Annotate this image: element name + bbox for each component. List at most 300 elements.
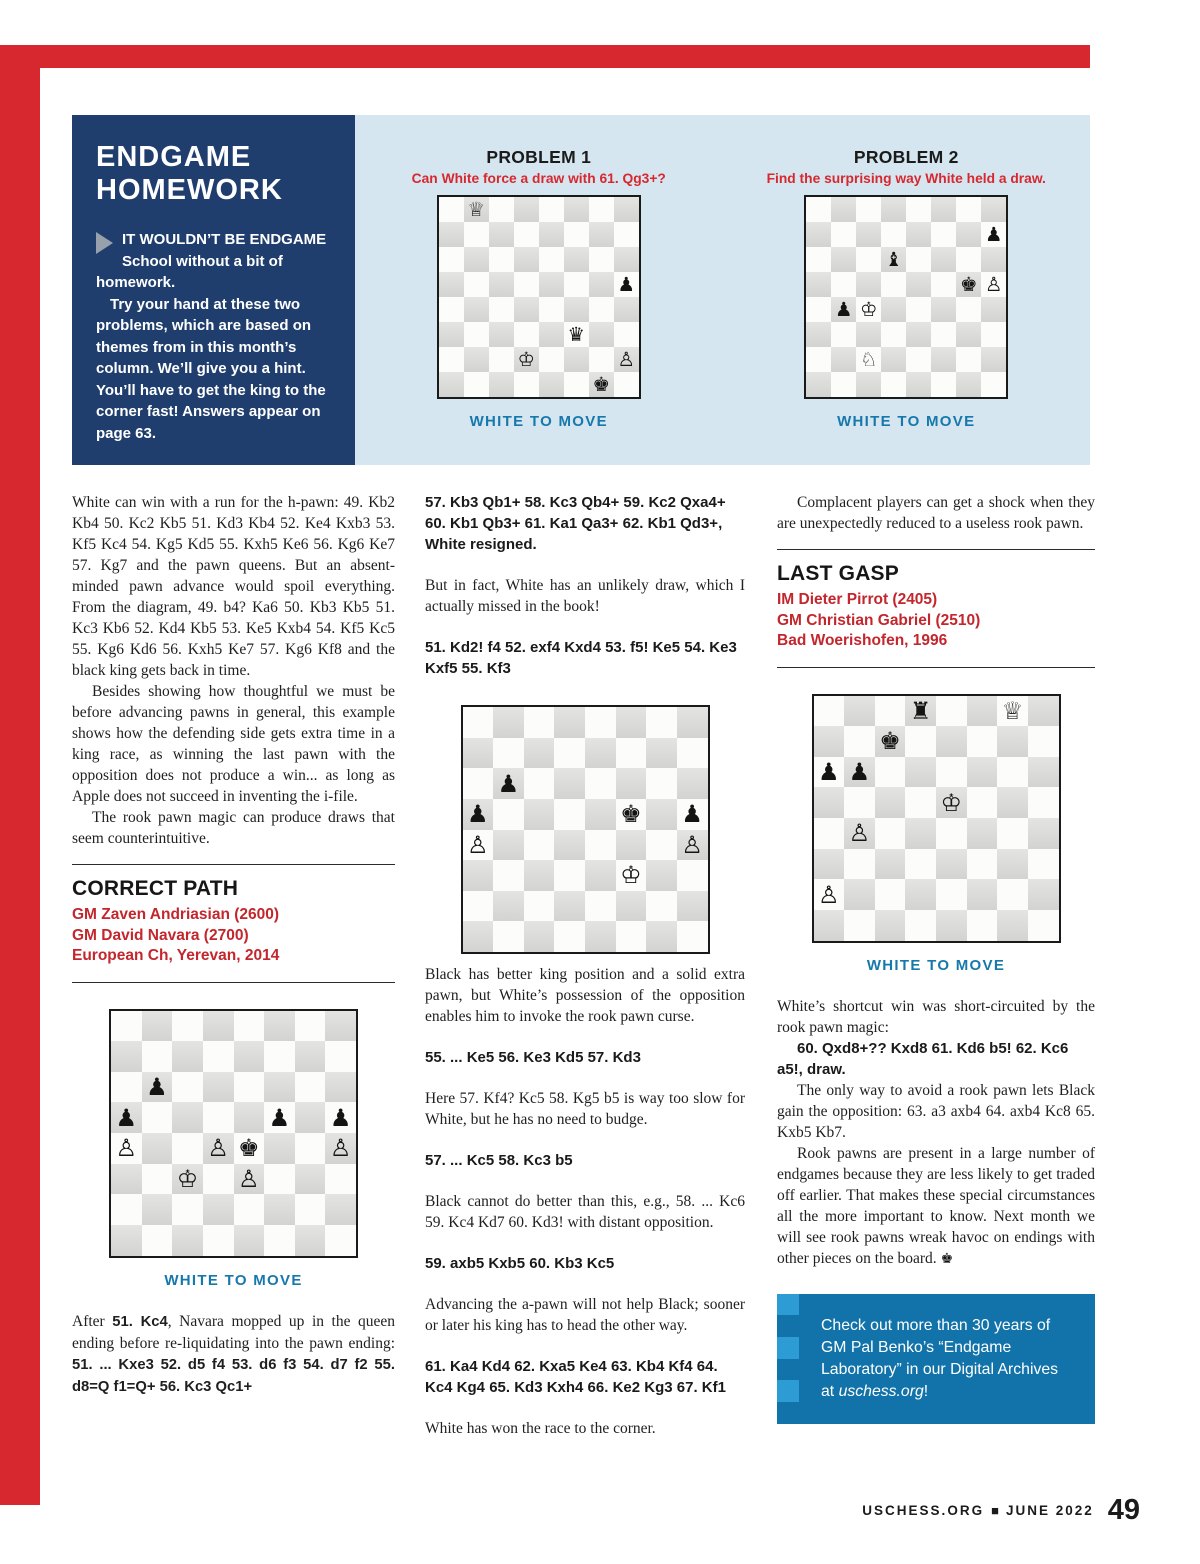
empty-square bbox=[463, 891, 494, 922]
white-queen-icon bbox=[464, 197, 489, 222]
black-pawn-icon bbox=[844, 757, 875, 788]
white-king-icon bbox=[936, 787, 967, 818]
white-pawn-icon: ♙︎ bbox=[818, 880, 840, 909]
empty-square bbox=[295, 1102, 326, 1133]
empty-square bbox=[856, 222, 881, 247]
empty-square bbox=[875, 879, 906, 910]
empty-square bbox=[325, 1194, 356, 1225]
empty-square bbox=[493, 830, 524, 861]
empty-square bbox=[539, 322, 564, 347]
empty-square bbox=[585, 768, 616, 799]
empty-square bbox=[806, 347, 831, 372]
empty-square bbox=[234, 1225, 265, 1256]
problem-2-white-to-move-caption: WHITE TO MOVE bbox=[837, 413, 976, 430]
empty-square bbox=[844, 910, 875, 941]
empty-square bbox=[677, 921, 708, 952]
empty-square bbox=[172, 1102, 203, 1133]
empty-square bbox=[981, 247, 1006, 272]
black-queen-icon bbox=[564, 322, 589, 347]
empty-square bbox=[464, 372, 489, 397]
empty-square bbox=[646, 891, 677, 922]
black-pawn-icon: ♟︎ bbox=[146, 1073, 168, 1102]
empty-square bbox=[997, 818, 1028, 849]
column-1-blocks bbox=[72, 492, 395, 1398]
body-paragraph: Black cannot do better than this, e.g., 58. ... Kc6 59. Kc4 Kd7 60. Kd3! with distant opposition. bbox=[425, 1193, 745, 1231]
empty-square bbox=[936, 726, 967, 757]
white-queen-icon: ♕︎ bbox=[1001, 696, 1024, 725]
empty-square bbox=[906, 347, 931, 372]
empty-square bbox=[514, 322, 539, 347]
body-paragraph: White can win with a run for the h-pawn: 49. Kb2 Kb4 50. Kc2 Kb5 51. Kd3 Kb4 52. Ke4 Kxb3 53. Kf5 Kc4 54. Kg5 Kd5 55. Kxh5 Ke6 56. Kg6 Ke7 57. Kg7 and the pawn queens. But an absent-minded pawn advance would spoil everything. From the diagram, 49. b4? Ka6 50. Kb3 Kb5 51. Kc3 Kb6 52. Kd4 Kb5 53. Ke5 Kxb4 54. Kf5 Kc5 55. Kg6 Kd6 56. Kxh5 Ke7 57. Kg6 Kf8 and the black king gets back in time. bbox=[72, 494, 395, 679]
empty-square bbox=[881, 197, 906, 222]
white-pawn-icon: ♙︎ bbox=[617, 347, 635, 371]
black-pawn-icon bbox=[981, 222, 1006, 247]
white-pawn-icon bbox=[234, 1164, 265, 1195]
empty-square bbox=[439, 372, 464, 397]
white-king-icon bbox=[172, 1164, 203, 1195]
empty-square bbox=[931, 247, 956, 272]
empty-square bbox=[814, 696, 845, 727]
white-pawn-icon bbox=[111, 1133, 142, 1164]
empty-square bbox=[564, 372, 589, 397]
empty-square bbox=[967, 818, 998, 849]
empty-square bbox=[1028, 910, 1059, 941]
empty-square bbox=[956, 297, 981, 322]
white-king-icon: ♔︎ bbox=[620, 861, 642, 890]
empty-square bbox=[614, 297, 639, 322]
white-king-icon bbox=[616, 860, 647, 891]
empty-square bbox=[1028, 696, 1059, 727]
section-divider bbox=[777, 549, 1095, 550]
empty-square bbox=[524, 738, 555, 769]
promo-square bbox=[777, 1315, 799, 1337]
white-king-icon: ♔︎ bbox=[176, 1164, 199, 1193]
empty-square bbox=[142, 1133, 173, 1164]
empty-square bbox=[997, 787, 1028, 818]
empty-square bbox=[463, 921, 494, 952]
empty-square bbox=[875, 910, 906, 941]
empty-square bbox=[489, 372, 514, 397]
empty-square bbox=[439, 247, 464, 272]
empty-square bbox=[677, 768, 708, 799]
problem-1-white-to-move-caption: WHITE TO MOVE bbox=[469, 413, 608, 430]
game-credits bbox=[777, 590, 1095, 652]
empty-square bbox=[677, 860, 708, 891]
empty-square bbox=[1028, 787, 1059, 818]
empty-square bbox=[677, 707, 708, 738]
empty-square bbox=[856, 197, 881, 222]
white-pawn-icon: ♙︎ bbox=[329, 1134, 352, 1163]
empty-square bbox=[1028, 757, 1059, 788]
empty-square bbox=[234, 1194, 265, 1225]
empty-square bbox=[616, 830, 647, 861]
square-separator-icon: ■ bbox=[991, 1503, 999, 1518]
empty-square bbox=[554, 891, 585, 922]
empty-square bbox=[905, 879, 936, 910]
empty-square bbox=[439, 197, 464, 222]
credit-line: GM David Navara (2700) bbox=[72, 926, 249, 944]
empty-square bbox=[906, 247, 931, 272]
empty-square bbox=[142, 1041, 173, 1072]
white-pawn-icon bbox=[203, 1133, 234, 1164]
empty-square bbox=[956, 347, 981, 372]
black-pawn-icon: ♟︎ bbox=[497, 769, 520, 798]
black-pawn-icon bbox=[831, 297, 856, 322]
empty-square bbox=[806, 222, 831, 247]
empty-square bbox=[936, 849, 967, 880]
left-red-strip bbox=[0, 45, 40, 1505]
body-paragraph: Here 57. Kf4? Kc5 58. Kg5 b5 is way too slow for White, but he has no need to budge. bbox=[425, 1090, 745, 1128]
empty-square bbox=[111, 1011, 142, 1042]
empty-square bbox=[142, 1225, 173, 1256]
empty-square bbox=[524, 891, 555, 922]
empty-square bbox=[325, 1041, 356, 1072]
empty-square bbox=[514, 297, 539, 322]
empty-square bbox=[524, 799, 555, 830]
empty-square bbox=[489, 297, 514, 322]
section-divider bbox=[72, 982, 395, 983]
footer-date: JUNE 2022 bbox=[1005, 1503, 1094, 1518]
black-pawn-icon bbox=[142, 1072, 173, 1103]
empty-square bbox=[493, 707, 524, 738]
empty-square bbox=[463, 860, 494, 891]
problem-2-question: Find the surprising way White held a draw. bbox=[766, 171, 1046, 186]
promo-square bbox=[777, 1402, 799, 1424]
empty-square bbox=[956, 222, 981, 247]
black-king-icon: ♚︎ bbox=[879, 727, 901, 756]
empty-square bbox=[539, 222, 564, 247]
white-king-icon: ♔︎ bbox=[517, 347, 535, 371]
empty-square bbox=[493, 860, 524, 891]
empty-square bbox=[439, 322, 464, 347]
empty-square bbox=[463, 768, 494, 799]
black-king-icon bbox=[956, 272, 981, 297]
move-sequence: 59. axb5 Kxb5 60. Kb3 Kc5 bbox=[425, 1255, 615, 1272]
empty-square bbox=[524, 860, 555, 891]
empty-square bbox=[814, 726, 845, 757]
empty-square bbox=[295, 1194, 326, 1225]
empty-square bbox=[616, 891, 647, 922]
empty-square bbox=[814, 818, 845, 849]
empty-square bbox=[142, 1164, 173, 1195]
empty-square bbox=[856, 322, 881, 347]
empty-square bbox=[997, 879, 1028, 910]
empty-square bbox=[554, 768, 585, 799]
white-pawn-icon bbox=[463, 830, 494, 861]
empty-square bbox=[844, 787, 875, 818]
problem-1-board-grid bbox=[437, 195, 641, 399]
empty-square bbox=[295, 1225, 326, 1256]
empty-square bbox=[614, 247, 639, 272]
empty-square bbox=[172, 1072, 203, 1103]
black-rook-icon: ♜︎ bbox=[909, 696, 932, 725]
empty-square bbox=[464, 322, 489, 347]
white-king-icon bbox=[514, 347, 539, 372]
empty-square bbox=[439, 222, 464, 247]
empty-square bbox=[677, 891, 708, 922]
empty-square bbox=[264, 1041, 295, 1072]
white-knight-icon bbox=[856, 347, 881, 372]
empty-square bbox=[172, 1041, 203, 1072]
empty-square bbox=[906, 197, 931, 222]
empty-square bbox=[464, 222, 489, 247]
empty-square bbox=[564, 347, 589, 372]
empty-square bbox=[875, 849, 906, 880]
empty-square bbox=[539, 197, 564, 222]
empty-square bbox=[844, 879, 875, 910]
promo-squares-decoration bbox=[777, 1294, 799, 1424]
body-paragraph: Besides showing how thoughtful we must be before advancing pawns in general, this example shows how the defending side gets extra time in a king race, as winning the last pawn with the opposition does not produce a win... as long as Apple does not succeed in inventing the i-file. bbox=[72, 683, 395, 805]
empty-square bbox=[589, 347, 614, 372]
black-pawn-icon: ♟︎ bbox=[985, 222, 1003, 246]
empty-square bbox=[806, 197, 831, 222]
black-pawn-icon bbox=[614, 272, 639, 297]
problem-1-label: PROBLEM 1 bbox=[486, 147, 592, 167]
empty-square bbox=[554, 830, 585, 861]
empty-square bbox=[589, 297, 614, 322]
empty-square bbox=[589, 247, 614, 272]
empty-square bbox=[489, 347, 514, 372]
black-pawn-icon bbox=[264, 1102, 295, 1133]
empty-square bbox=[614, 222, 639, 247]
empty-square bbox=[646, 768, 677, 799]
body-paragraph: Black has better king position and a solid extra pawn, but White’s possession of the opposition enables him to invoke the rook pawn curse. bbox=[425, 966, 745, 1025]
empty-square bbox=[142, 1102, 173, 1133]
empty-square bbox=[493, 799, 524, 830]
empty-square bbox=[856, 272, 881, 297]
empty-square bbox=[464, 272, 489, 297]
empty-square bbox=[111, 1164, 142, 1195]
empty-square bbox=[585, 738, 616, 769]
empty-square bbox=[814, 787, 845, 818]
footer-site: USCHESS.ORG bbox=[862, 1503, 985, 1518]
empty-square bbox=[967, 879, 998, 910]
white-pawn-icon: ♙︎ bbox=[985, 272, 1003, 296]
empty-square bbox=[1028, 818, 1059, 849]
black-rook-icon bbox=[905, 696, 936, 727]
black-pawn-icon bbox=[325, 1102, 356, 1133]
section-heading: CORRECT PATH bbox=[72, 877, 239, 900]
empty-square bbox=[936, 818, 967, 849]
black-pawn-icon: ♟︎ bbox=[835, 297, 853, 321]
empty-square bbox=[831, 197, 856, 222]
empty-square bbox=[875, 818, 906, 849]
empty-square bbox=[172, 1225, 203, 1256]
digital-archives-promo bbox=[777, 1294, 1095, 1424]
empty-square bbox=[806, 322, 831, 347]
empty-square bbox=[936, 696, 967, 727]
empty-square bbox=[981, 347, 1006, 372]
empty-square bbox=[564, 272, 589, 297]
empty-square bbox=[463, 707, 494, 738]
empty-square bbox=[646, 707, 677, 738]
empty-square bbox=[514, 197, 539, 222]
black-pawn-icon bbox=[493, 768, 524, 799]
empty-square bbox=[906, 372, 931, 397]
empty-square bbox=[493, 891, 524, 922]
white-pawn-icon bbox=[325, 1133, 356, 1164]
empty-square bbox=[905, 849, 936, 880]
black-pawn-icon: ♟︎ bbox=[467, 800, 489, 829]
empty-square bbox=[514, 372, 539, 397]
empty-square bbox=[589, 197, 614, 222]
correct-path-board-wrap bbox=[109, 1009, 358, 1258]
empty-square bbox=[831, 322, 856, 347]
credit-line: European Ch, Yerevan, 2014 bbox=[72, 947, 280, 964]
empty-square bbox=[614, 197, 639, 222]
box-body-paragraph: Try your hand at these two problems, which are based on themes from in this month’s column. We’ll give you a hint. You’ll have to get the king to the corner fast! Answers appear on page 63. bbox=[96, 295, 326, 442]
credit-line: IM Dieter Pirrot (2405) bbox=[777, 591, 938, 608]
section-divider bbox=[777, 667, 1095, 668]
empty-square bbox=[172, 1194, 203, 1225]
section-divider bbox=[72, 864, 395, 865]
empty-square bbox=[585, 707, 616, 738]
white-to-move-caption: WHITE TO MOVE bbox=[866, 956, 1006, 974]
footer-page-number: 49 bbox=[1107, 1494, 1140, 1526]
empty-square bbox=[806, 272, 831, 297]
empty-square bbox=[264, 1194, 295, 1225]
empty-square bbox=[585, 799, 616, 830]
black-pawn-icon: ♟︎ bbox=[818, 758, 840, 787]
empty-square bbox=[325, 1011, 356, 1042]
empty-square bbox=[967, 696, 998, 727]
promo-square bbox=[777, 1380, 799, 1402]
empty-square bbox=[831, 272, 856, 297]
credit-line: GM Christian Gabriel (2510) bbox=[777, 611, 981, 629]
empty-square bbox=[875, 696, 906, 727]
body-paragraph: White’s shortcut win was short-circuited by the rook pawn magic: bbox=[777, 997, 1095, 1036]
empty-square bbox=[981, 322, 1006, 347]
empty-square bbox=[875, 757, 906, 788]
empty-square bbox=[967, 910, 998, 941]
empty-square bbox=[831, 372, 856, 397]
body-paragraph: But in fact, White has an unlikely draw, which I actually missed in the book! bbox=[425, 577, 745, 615]
box-intro-text: IT WOULDN’T BE ENDGAME School without a bit of homework. bbox=[96, 231, 327, 291]
empty-square bbox=[614, 322, 639, 347]
empty-square bbox=[564, 297, 589, 322]
empty-square bbox=[489, 222, 514, 247]
black-pawn-icon bbox=[677, 799, 708, 830]
empty-square bbox=[524, 768, 555, 799]
empty-square bbox=[295, 1164, 326, 1195]
white-pawn-icon: ♙︎ bbox=[238, 1164, 260, 1193]
empty-square bbox=[234, 1011, 265, 1042]
black-king-icon: ♚︎ bbox=[620, 800, 642, 829]
move-sequence: 57. ... Kc5 58. Kc3 b5 bbox=[425, 1152, 573, 1169]
empty-square bbox=[539, 347, 564, 372]
empty-square bbox=[905, 818, 936, 849]
black-king-icon bbox=[616, 799, 647, 830]
empty-square bbox=[856, 372, 881, 397]
empty-square bbox=[295, 1011, 326, 1042]
last-gasp-board-wrap bbox=[812, 694, 1061, 943]
empty-square bbox=[844, 849, 875, 880]
empty-square bbox=[325, 1225, 356, 1256]
empty-square bbox=[142, 1194, 173, 1225]
move-sequence: 57. Kb3 Qb1+ 58. Kc3 Qb4+ 59. Kc2 Qxa4+ 60. Kb1 Qb3+ 61. Ka1 Qa3+ 62. Kb1 Qd3+, White resigned. bbox=[425, 494, 726, 553]
promo-square bbox=[777, 1359, 799, 1381]
empty-square bbox=[589, 322, 614, 347]
empty-square bbox=[463, 738, 494, 769]
black-pawn-icon: ♟︎ bbox=[681, 800, 703, 829]
empty-square bbox=[616, 738, 647, 769]
black-king-icon bbox=[875, 726, 906, 757]
box-title-line1: ENDGAME bbox=[96, 141, 252, 173]
endgame-homework-header bbox=[72, 115, 1090, 465]
empty-square bbox=[585, 921, 616, 952]
body-paragraph: Complacent players can get a shock when they are unexpectedly reduced to a useless rook pawn. bbox=[777, 494, 1095, 532]
column-3-blocks bbox=[777, 492, 1095, 1270]
black-pawn-icon bbox=[463, 799, 494, 830]
body-paragraph: The only way to avoid a rook pawn lets Black gain the opposition: 63. a3 axb4 64. axb4 Kc8 65. Kxb5 Kb7. bbox=[777, 1081, 1095, 1141]
problem-2-board bbox=[804, 195, 1008, 399]
problem-1 bbox=[355, 147, 723, 465]
body-paragraph: White has won the race to the corner. bbox=[425, 1420, 656, 1437]
empty-square bbox=[589, 272, 614, 297]
empty-square bbox=[646, 921, 677, 952]
empty-square bbox=[881, 272, 906, 297]
empty-square bbox=[564, 197, 589, 222]
empty-square bbox=[906, 222, 931, 247]
correct-path-board bbox=[109, 1009, 358, 1258]
black-king-icon bbox=[234, 1133, 265, 1164]
empty-square bbox=[489, 322, 514, 347]
empty-square bbox=[539, 272, 564, 297]
black-king-icon: ♚︎ bbox=[960, 272, 978, 296]
move-sequence: 60. Qxd8+?? Kxd8 61. Kd6 b5! 62. Kc6 a5!, draw. bbox=[777, 1039, 1069, 1078]
empty-square bbox=[489, 247, 514, 272]
black-bishop-icon bbox=[881, 247, 906, 272]
empty-square bbox=[111, 1041, 142, 1072]
white-pawn-icon bbox=[844, 818, 875, 849]
empty-square bbox=[936, 757, 967, 788]
empty-square bbox=[111, 1225, 142, 1256]
empty-square bbox=[514, 272, 539, 297]
empty-square bbox=[514, 222, 539, 247]
empty-square bbox=[881, 297, 906, 322]
empty-square bbox=[931, 297, 956, 322]
empty-square bbox=[646, 738, 677, 769]
empty-square bbox=[844, 726, 875, 757]
empty-square bbox=[585, 860, 616, 891]
problems-panel bbox=[355, 115, 1090, 465]
empty-square bbox=[203, 1102, 234, 1133]
game-credits bbox=[72, 905, 395, 967]
empty-square bbox=[439, 347, 464, 372]
empty-square bbox=[806, 372, 831, 397]
empty-square bbox=[967, 726, 998, 757]
empty-square bbox=[981, 197, 1006, 222]
empty-square bbox=[646, 799, 677, 830]
empty-square bbox=[554, 860, 585, 891]
empty-square bbox=[142, 1011, 173, 1042]
white-knight-icon: ♘︎ bbox=[860, 347, 878, 371]
empty-square bbox=[439, 272, 464, 297]
empty-square bbox=[967, 787, 998, 818]
empty-square bbox=[806, 247, 831, 272]
box-intro-paragraph bbox=[96, 229, 335, 294]
empty-square bbox=[646, 860, 677, 891]
empty-square bbox=[806, 297, 831, 322]
move-sequence: 51. Kd2! f4 52. exf4 Kxd4 53. f5! Ke5 54. Ke3 Kxf5 55. Kf3 bbox=[425, 639, 737, 677]
empty-square bbox=[539, 247, 564, 272]
empty-square bbox=[981, 372, 1006, 397]
empty-square bbox=[936, 879, 967, 910]
empty-square bbox=[489, 272, 514, 297]
move-sequence: 55. ... Ke5 56. Ke3 Kd5 57. Kd3 bbox=[425, 1049, 641, 1066]
empty-square bbox=[967, 849, 998, 880]
empty-square bbox=[493, 738, 524, 769]
